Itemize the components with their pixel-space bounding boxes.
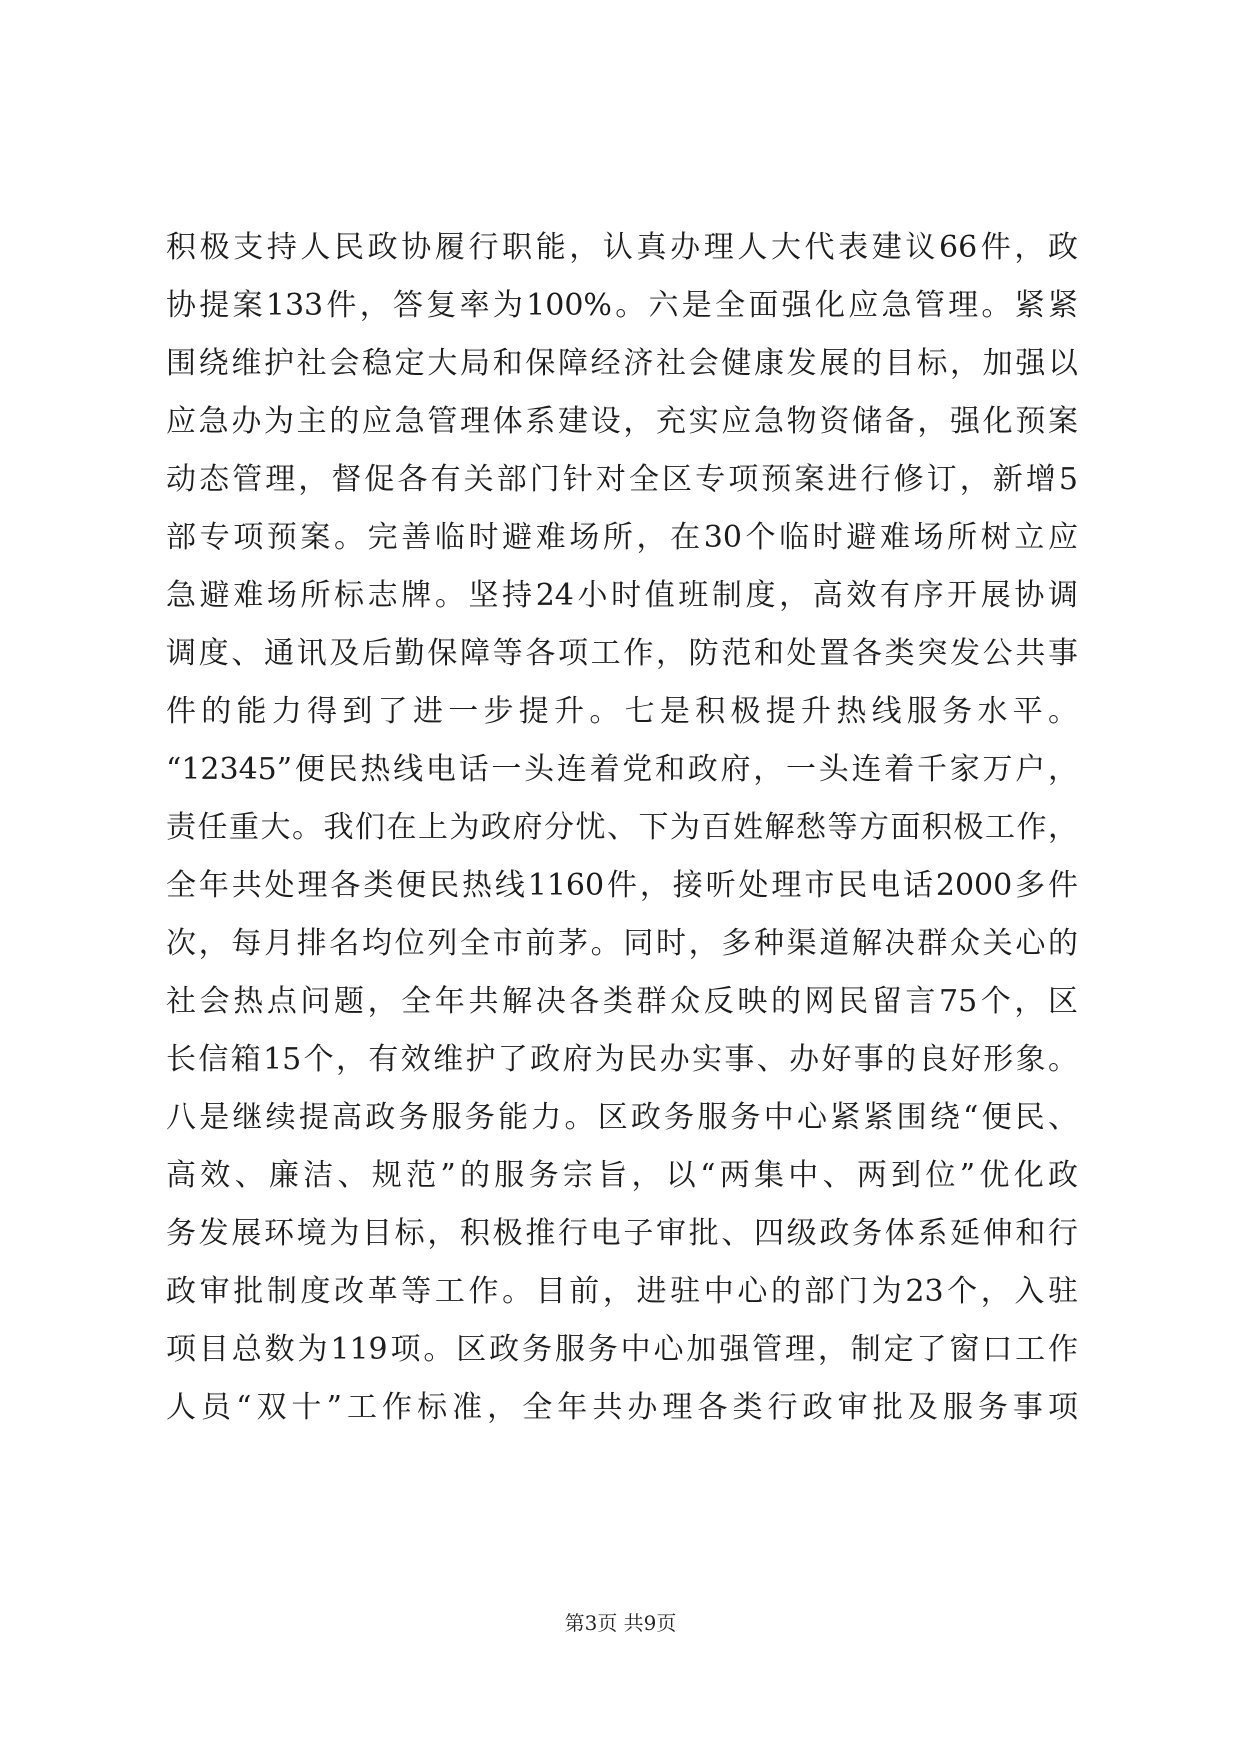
- text-line: 调度、通讯及后勤保障等各项工作，防范和处置各类突发公共事: [166, 636, 1078, 671]
- text-line: 次，每月排名均位列全市前茅。同时，多种渠道解决群众关心的: [166, 926, 1078, 961]
- text-line: 协提案133件，答复率为100%。六是全面强化应急管理。紧紧: [166, 288, 1078, 323]
- page-number-footer: 第3页 共9页: [564, 1611, 677, 1635]
- text-line: 应急办为主的应急管理体系建设，充实应急物资储备，强化预案: [166, 404, 1078, 439]
- text-line: 务发展环境为目标，积极推行电子审批、四级政务体系延伸和行: [166, 1216, 1078, 1251]
- text-line: 围绕维护社会稳定大局和保障经济社会健康发展的目标，加强以: [166, 346, 1078, 381]
- text-line: 动态管理，督促各有关部门针对全区专项预案进行修订，新增5: [166, 462, 1078, 497]
- text-line: 急避难场所标志牌。坚持24小时值班制度，高效有序开展协调: [166, 578, 1078, 613]
- text-line: 政审批制度改革等工作。目前，进驻中心的部门为23个，入驻: [166, 1274, 1078, 1309]
- text-line: 责任重大。我们在上为政府分忧、下为百姓解愁等方面积极工作，: [166, 810, 1078, 845]
- text-line: 全年共处理各类便民热线1160件，接听处理市民电话2000多件: [166, 868, 1078, 903]
- text-line: 长信箱15个，有效维护了政府为民办实事、办好事的良好形象。: [166, 1042, 1078, 1077]
- text-line: 人员“双十”工作标准，全年共办理各类行政审批及服务事项: [166, 1390, 1078, 1425]
- text-line: 八是继续提高政务服务能力。区政务服务中心紧紧围绕“便民、: [166, 1100, 1078, 1135]
- text-line: 项目总数为119项。区政务服务中心加强管理，制定了窗口工作: [166, 1332, 1078, 1367]
- text-line: “12345”便民热线电话一头连着党和政府，一头连着千家万户，: [166, 752, 1078, 787]
- text-line: 积极支持人民政协履行职能，认真办理人大代表建议66件，政: [166, 230, 1078, 265]
- text-line: 社会热点问题，全年共解决各类群众反映的网民留言75个，区: [166, 984, 1078, 1019]
- text-line: 件的能力得到了进一步提升。七是积极提升热线服务水平。: [166, 694, 1078, 729]
- body-text: [166, 231, 1078, 1449]
- text-line: 部专项预案。完善临时避难场所，在30个临时避难场所树立应: [166, 520, 1078, 555]
- text-line: 高效、廉洁、规范”的服务宗旨，以“两集中、两到位”优化政: [166, 1158, 1078, 1193]
